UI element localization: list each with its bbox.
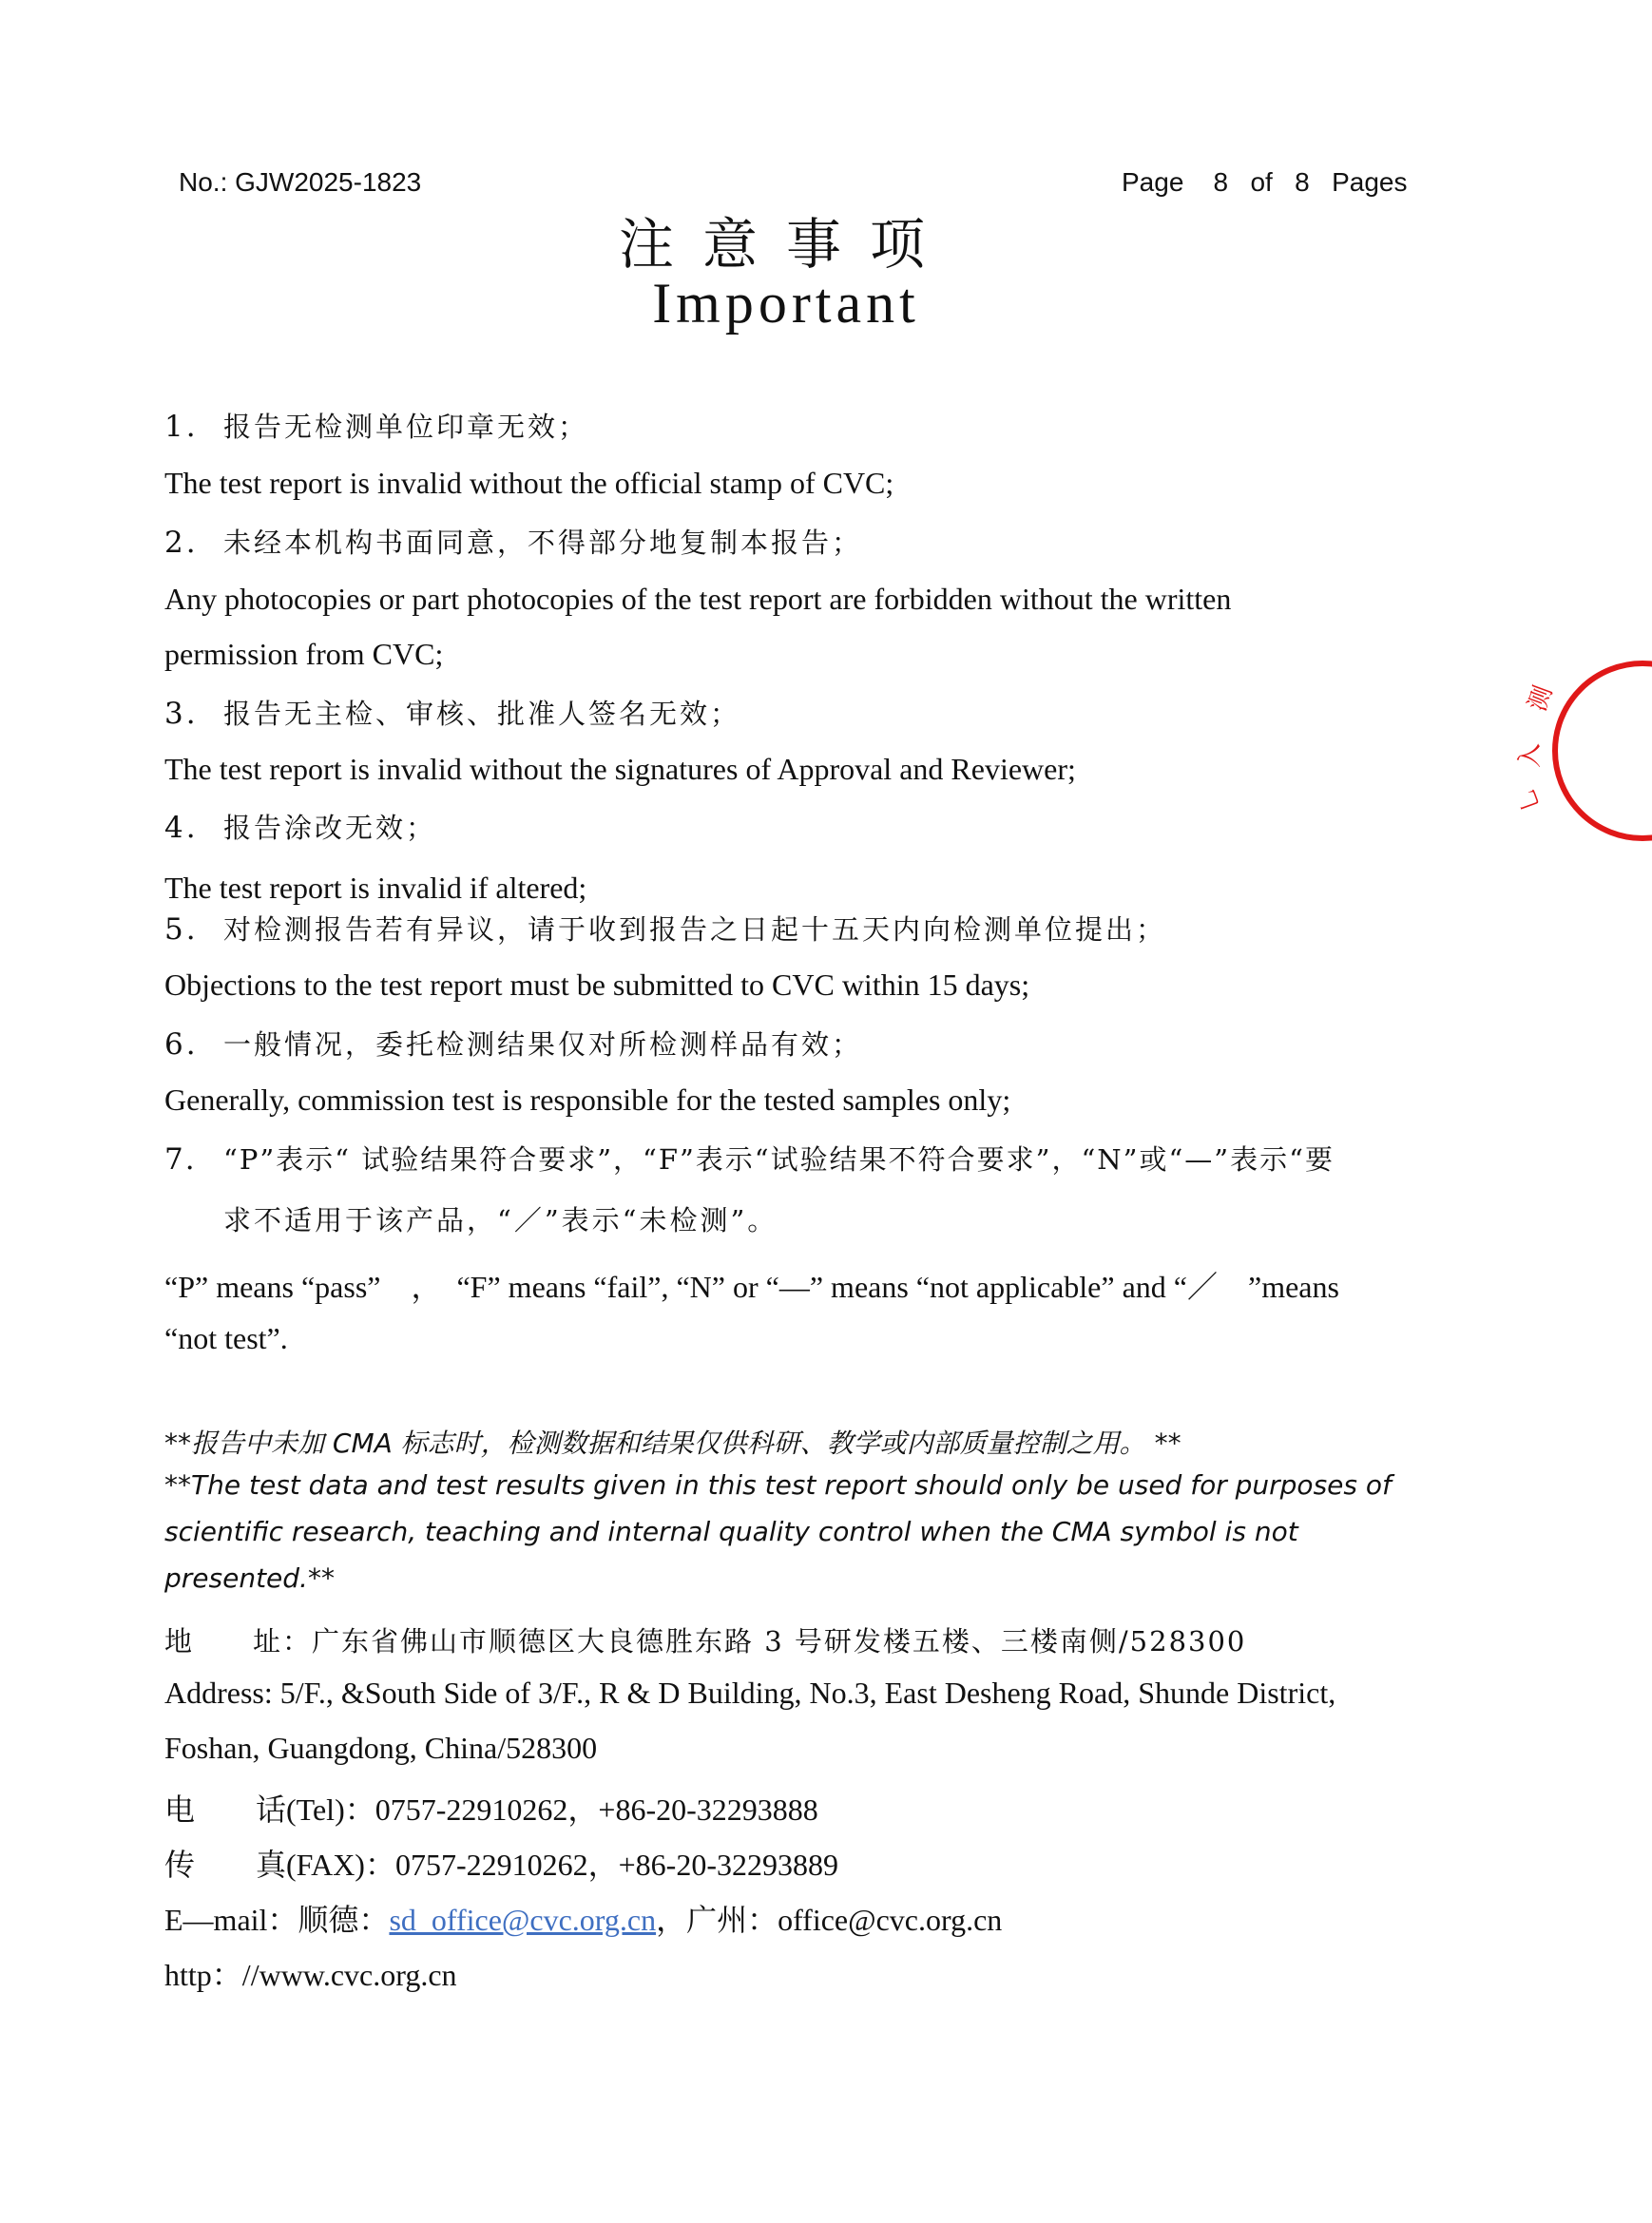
address-en-line2: Foshan, Guangdong, China/528300 xyxy=(164,1731,598,1765)
item-3-en: The test report is invalid without the signatures of Approval and Reviewer; xyxy=(164,752,1076,786)
item-3-cn-text: 报告无主检、审核、批准人签名无效； xyxy=(223,698,741,730)
item-3-cn xyxy=(164,693,740,732)
website xyxy=(164,1951,457,1995)
item-5-number: 5. xyxy=(164,912,199,947)
item-7-number: 7. xyxy=(164,1142,197,1177)
address-cn xyxy=(164,1620,1246,1659)
tel-value: 0757-22910262，+86-20-32293888 xyxy=(375,1792,818,1827)
email-guangzhou: office@cvc.org.cn xyxy=(778,1903,1003,1937)
email xyxy=(164,1896,1002,1940)
fax-value: 0757-22910262，+86-20-32293889 xyxy=(394,1848,838,1882)
svg-text:入: 入 xyxy=(1516,742,1545,768)
item-2-number: 2. xyxy=(164,526,199,560)
item-6-cn-text: 一般情况，委托检测结果仅对所检测样品有效； xyxy=(223,1028,863,1061)
cma-note-cn: **报告中未加 CMA 标志时，检测数据和结果仅供科研、教学或内部质量控制之用。 ** xyxy=(164,1428,1181,1459)
item-7-cn-line2: 求不适用于该产品，“／”表示“未检测”。 xyxy=(223,1204,778,1236)
item-4-cn xyxy=(164,807,436,846)
svg-text:测: 测 xyxy=(1523,681,1559,716)
official-stamp-seal xyxy=(1512,656,1652,846)
cma-note-en-line1: **The test data and test results given in this test report should only be used for purposes of xyxy=(164,1469,1392,1501)
page-total: 8 xyxy=(1295,167,1310,197)
item-7-cn-text-1: “P”表示“ 试验结果符合要求”，“F”表示“试验结果不符合要求”，“N”或“—”表示“要 xyxy=(223,1143,1335,1176)
item-4-en: The test report is invalid if altered; xyxy=(164,871,587,905)
item-4-number: 4. xyxy=(164,811,199,845)
item-5-cn-text: 对检测报告若有异议，请于收到报告之日起十五天内向检测单位提出； xyxy=(223,913,1167,946)
fax-label: 传 真(FAX)： xyxy=(164,1848,395,1882)
email-label: E—mail：顺德： xyxy=(164,1903,390,1937)
item-1-cn xyxy=(164,406,588,445)
item-1-cn-text: 报告无检测单位印章无效； xyxy=(223,411,589,443)
item-4-cn-text: 报告涂改无效； xyxy=(223,812,437,844)
email-separator: ，广州： xyxy=(656,1903,778,1937)
item-7-en-line1: “P” means “pass” ， “F” means “fail”, “N” or “—” means “not applicable” and “／ ”means xyxy=(164,1270,1339,1304)
item-5-en: Objections to the test report must be submitted to CVC within 15 days; xyxy=(164,968,1030,1002)
report-number: No.: GJW2025-1823 xyxy=(179,167,422,197)
cma-note-en-line2: scientific research, teaching and internal quality control when the CMA symbol is not xyxy=(164,1516,1298,1547)
tel-label: 电 话(Tel)： xyxy=(164,1792,375,1827)
item-6-cn xyxy=(164,1024,862,1063)
http-value: //www.cvc.org.cn xyxy=(241,1958,457,1992)
item-1-number: 1. xyxy=(164,410,199,444)
title-chinese: 注意事项 xyxy=(618,212,953,277)
item-7-en-line2: “not test”. xyxy=(164,1321,288,1355)
of-word: of xyxy=(1250,167,1273,197)
page-word: Page xyxy=(1122,167,1184,197)
item-3-number: 3. xyxy=(164,697,199,731)
item-2-cn xyxy=(164,522,862,561)
svg-text:乚: 乚 xyxy=(1512,784,1546,815)
address-en-line1: Address: 5/F., &South Side of 3/F., R & D Building, No.3, East Desheng Road, Shunde District, xyxy=(164,1676,1336,1710)
item-7-cn-line1 xyxy=(164,1139,1335,1178)
http-label: http： xyxy=(164,1958,242,1992)
address-cn-value: 广东省佛山市顺德区大良德胜东路 3 号研发楼五楼、三楼南侧/528300 xyxy=(312,1625,1247,1658)
title-english: Important xyxy=(652,272,920,335)
item-2-en-line2: permission from CVC; xyxy=(164,637,444,671)
telephone xyxy=(164,1786,818,1830)
item-6-en: Generally, commission test is responsible for the tested samples only; xyxy=(164,1083,1011,1117)
item-5-cn xyxy=(164,909,1166,948)
item-2-en-line1: Any photocopies or part photocopies of the test report are forbidden without the written xyxy=(164,582,1232,616)
cma-note-en-line3: presented.** xyxy=(164,1562,335,1594)
fax xyxy=(164,1841,838,1885)
pages-word: Pages xyxy=(1332,167,1408,197)
address-label: 地 址： xyxy=(164,1625,313,1658)
email-shunde-link[interactable]: sd_office@cvc.org.cn xyxy=(389,1903,657,1937)
item-6-number: 6. xyxy=(164,1027,199,1062)
item-1-en: The test report is invalid without the official stamp of CVC; xyxy=(164,466,894,500)
page-indicator xyxy=(1122,167,1407,198)
item-2-cn-text: 未经本机构书面同意，不得部分地复制本报告； xyxy=(223,527,863,559)
page-current: 8 xyxy=(1213,167,1229,197)
